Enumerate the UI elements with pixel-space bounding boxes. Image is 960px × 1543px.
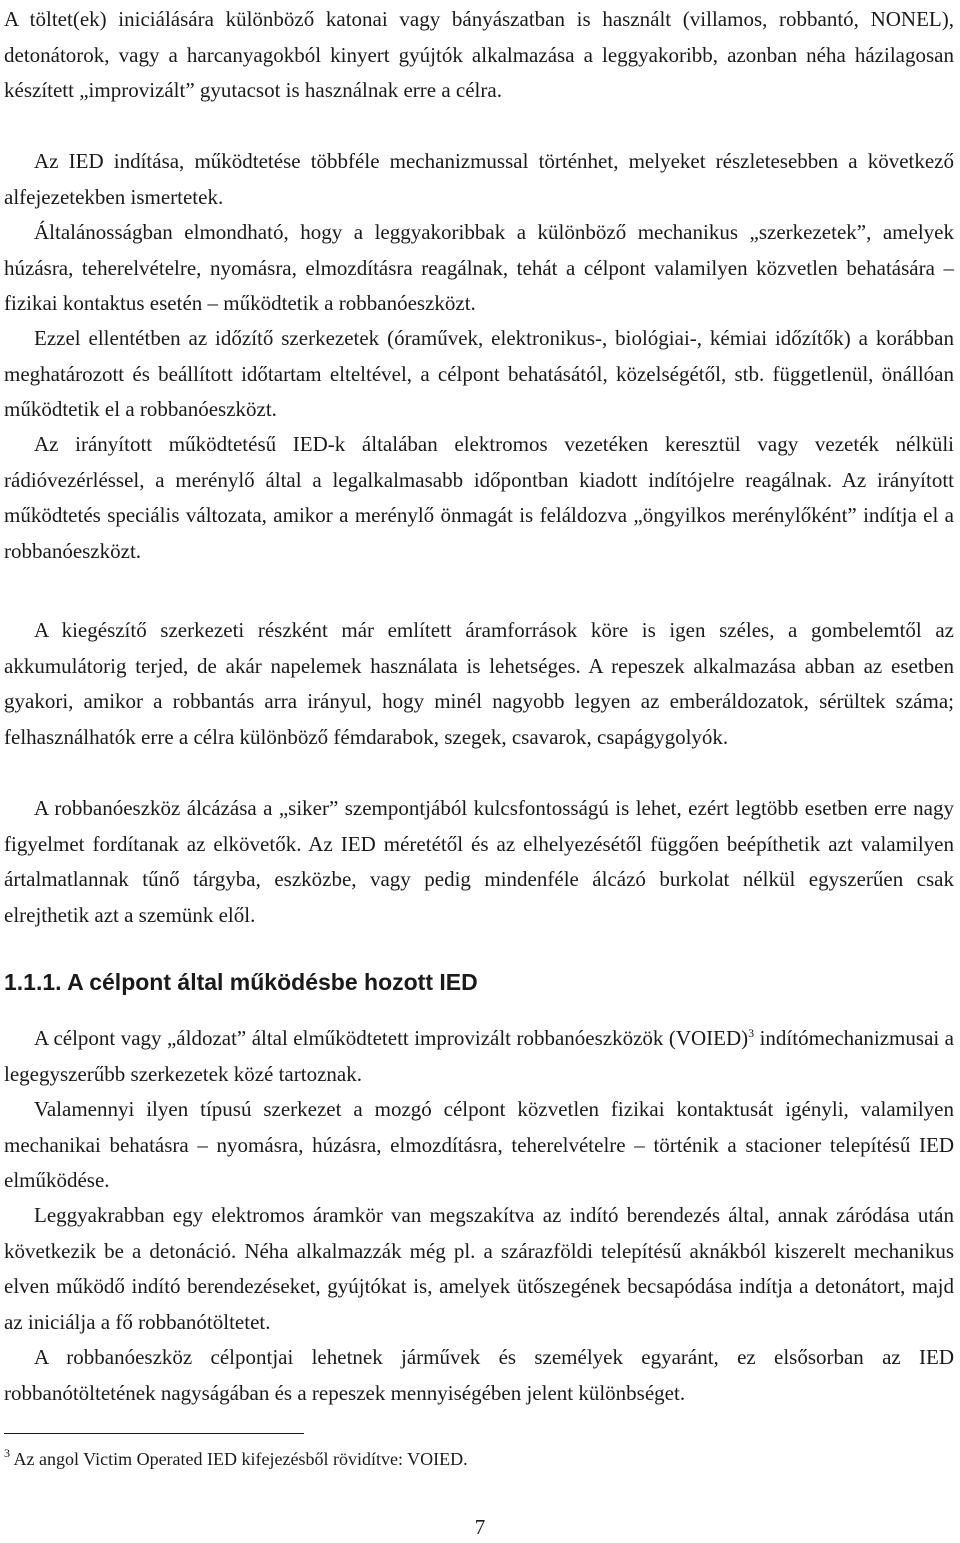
paragraph-contact: Valamennyi ilyen típusú szerkezet a mozgó célpont közvetlen fizikai kontaktusát igényli, valamilyen mechanikai behatásra – nyomásra, húzásra, elmozdításra, teherelvételre – történik a stacioner telepítésű IED elműködése. — [4, 1097, 954, 1192]
footnote-separator — [4, 1433, 304, 1434]
paragraph-mechanical: Általánosságban elmondható, hogy a leggyakoribbak a különböző mechanikus „szerkezetek”, amelyek húzásra, teherelvételre, nyomásra, elmozdításra reagálnak, tehát a célpont valamilyen közvetlen behatására – fizikai kontaktus esetén – működtetik a robbanóeszközt. — [4, 220, 954, 315]
voied-text-after: indítómechanizmusai a legegyszerűbb szerkezetek közé tartoznak. — [4, 1026, 954, 1086]
paragraph-ied-initiation: Az IED indítása, működtetése többféle mechanizmussal történhet, melyeket részletesebben a következő alfejezetekben ismertetek. — [4, 149, 954, 209]
paragraph-detonators: A töltet(ek) iniciálására különböző katonai vagy bányászatban is használt (villamos, robbantó, NONEL), detonátorok, vagy a harcanyagokból kinyert gyújtók alkalmazása a leggyakoribb, azonban néha házilagosan készített „improvizált” gyutacsot is használnak erre a célra. — [4, 7, 954, 102]
section-heading: 1.1.1. A célpont által működésbe hozott IED — [4, 969, 478, 995]
footnote-text: Az angol Victim Operated IED kifejezésből rövidítve: VOIED. — [10, 1449, 468, 1469]
paragraph-power-shrapnel: A kiegészítő szerkezeti részként már említett áramforrások köre is igen széles, a gombelemtől az akkumulátorig terjed, de akár napelemek használata is lehetséges. A repeszek alkalmazása abban az esetben gyakori, amikor a robbantás arra irányul, hogy minél nagyobb legyen az emberáldozatok, sérültek száma; felhasználhatók erre a célra különböző fémdarabok, szegek, csavarok, csapágygolyók. — [4, 618, 954, 749]
footnote-marker: 3 — [4, 1446, 10, 1460]
paragraph-targets: A robbanóeszköz célpontjai lehetnek járművek és személyek egyaránt, ez elsősorban az IED robbanótöltetének nagyságában és a repeszek mennyiségében jelent különbséget. — [4, 1345, 954, 1405]
paragraph-camouflage: A robbanóeszköz álcázása a „siker” szempontjából kulcsfontosságú is lehet, ezért legtöbb esetben erre nagy figyelmet fordítanak az elkövetők. Az IED méretétől és az elhelyezésétől függően beépíthetik azt valamilyen ártalmatlannak tűnő tárgyba, eszközbe, vagy pedig mindenféle álcázó burkolat nélkül egyszerűen csak elrejthetik azt a szemünk elől. — [4, 796, 954, 927]
paragraph-remote-control: Az irányított működtetésű IED-k általában elektromos vezetéken keresztül vagy vezeték nélküli rádióvezérléssel, a merénylő által a legalkalmasabb időpontban kiadott indítójelre reagálnak. Az irányított működtetés speciális változata, amikor a merénylő önmagát is feláldozva „öngyilkos merénylőként” indítja el a robbanóeszközt. — [4, 432, 954, 563]
footnote — [4, 1446, 468, 1472]
page-number: 7 — [474, 1515, 486, 1539]
footnote-reference: 3 — [748, 1026, 755, 1040]
paragraph-circuit: Leggyakrabban egy elektromos áramkör van megszakítva az indító berendezés által, annak záródása után következik be a detonáció. Néha alkalmazzák még pl. a szárazföldi telepítésű aknákból kiszerelt mechanikus elven működő indító berendezéseket, gyújtókat is, amelyek ütőszegének becsapódása indítja a detonátort, majd az iniciálja a fő robbanótöltetet. — [4, 1203, 954, 1334]
paragraph-timers: Ezzel ellentétben az időzítő szerkezetek (óraművek, elektronikus-, biológiai-, kémiai időzítők) a korábban meghatározott és beállított időtartam elteltével, a célpont behatásától, közelségétől, stb. függetlenül, önállóan működtetik el a robbanóeszközt. — [4, 326, 954, 421]
voied-text-before: A célpont vagy „áldozat” által elműködtetett improvizált robbanóeszközök (VOIED) — [34, 1026, 749, 1050]
paragraph-voied — [4, 1021, 954, 1092]
